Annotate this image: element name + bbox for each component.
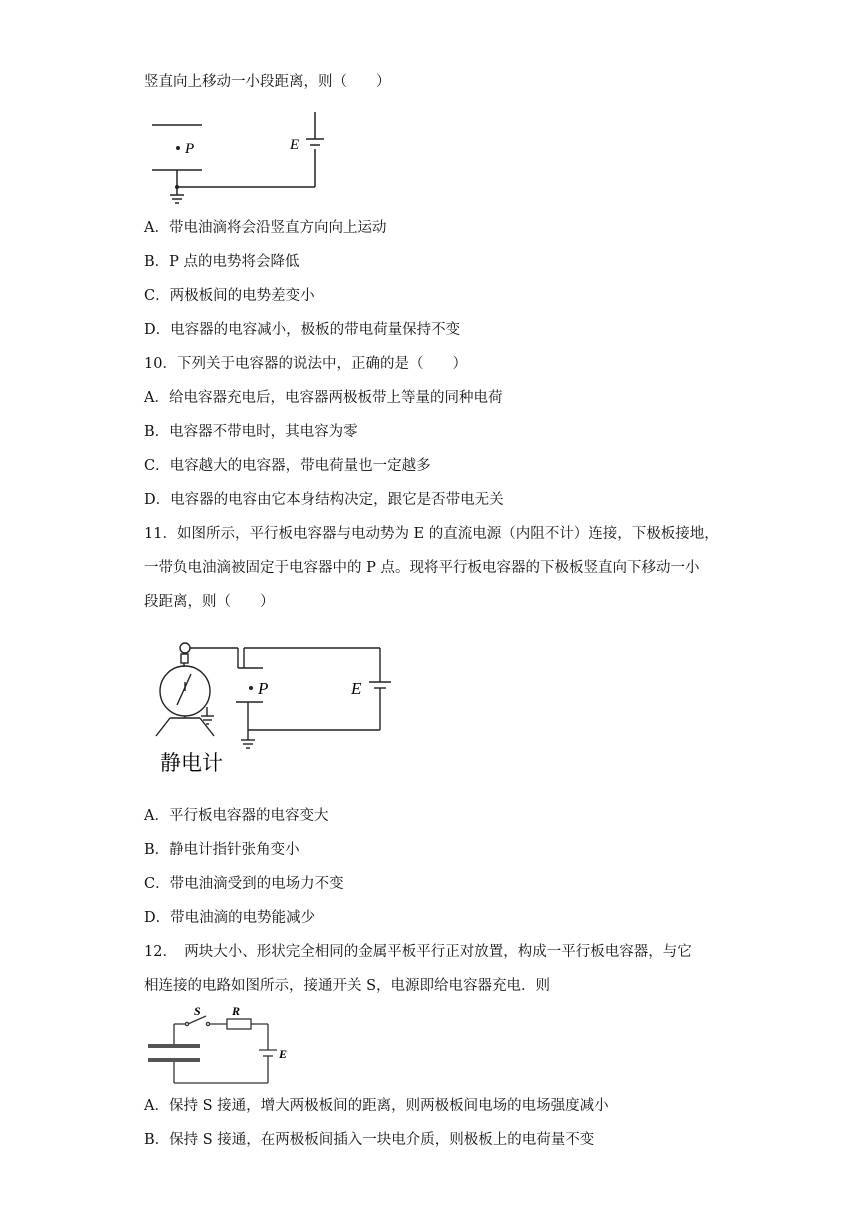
label-p: P (185, 141, 195, 157)
point-p-dot (176, 146, 180, 150)
lower-plate (148, 1058, 200, 1062)
label-s: S (194, 1004, 201, 1018)
q9-option-b: B．P 点的电势将会降低 (144, 254, 300, 270)
q12-option-a: A．保持 S 接通，增大两极板间的距离，则两极板间电场的电场强度减小 (144, 1098, 609, 1114)
electroscope-head (180, 643, 190, 653)
q11-stem-line-1: 11．如图所示，平行板电容器与电动势为 E 的直流电源（内阻不计）连接，下极板接地， (144, 526, 719, 542)
q10-stem: 10．下列关于电容器的说法中，正确的是（ ） (144, 356, 467, 372)
q9-circuit-diagram (144, 112, 334, 212)
q10-option-c: C．电容越大的电容器，带电荷量也一定越多 (144, 458, 431, 474)
q9-option-d: D．电容器的电容减小，极板的带电荷量保持不变 (144, 322, 461, 338)
q11-option-a: A．平行板电容器的电容变大 (144, 808, 329, 824)
label-e: E (351, 679, 362, 698)
q11-circuit-diagram (148, 632, 408, 782)
q12-option-b: B．保持 S 接通，在两极板间插入一块电介质，则极板上的电荷量不变 (144, 1132, 595, 1148)
q11-stem-line-2: 一带负电油滴被固定于电容器中的 P 点。现将平行板电容器的下极板竖直向下移动一小 (144, 560, 700, 576)
q10-option-b: B．电容器不带电时，其电容为零 (144, 424, 358, 440)
label-r: R (232, 1004, 241, 1018)
q11-option-c: C．带电油滴受到的电场力不变 (144, 876, 344, 892)
point-p-dot (249, 686, 253, 690)
q10-option-d: D．电容器的电容由它本身结构决定，跟它是否带电无关 (144, 492, 504, 508)
q11-stem-line-3: 段距离，则（ ） (144, 594, 275, 610)
electroscope-caption: 静电计 (160, 751, 223, 775)
label-e: E (279, 1047, 288, 1061)
q10-option-a: A．给电容器充电后，电容器两极板带上等量的同种电荷 (144, 390, 503, 406)
q12-stem-line-1: 12． 两块大小、形状完全相同的金属平板平行正对放置，构成一平行板电容器，与它 (144, 944, 692, 960)
q12-stem-line-2: 相连接的电路如图所示，接通开关 S，电源即给电容器充电．则 (144, 978, 551, 994)
q11-option-d: D．带电油滴的电势能减少 (144, 910, 316, 926)
q9-stem-tail: 竖直向上移动一小段距离，则（ ） (144, 74, 391, 90)
upper-plate (148, 1044, 200, 1048)
label-p: P (258, 679, 269, 698)
q11-option-b: B．静电计指针张角变小 (144, 842, 300, 858)
q9-option-a: A．带电油滴将会沿竖直方向向上运动 (144, 220, 387, 236)
electroscope-needle (177, 674, 191, 705)
q12-circuit-diagram (144, 1004, 304, 1090)
q9-option-c: C．两极板间的电势差变小 (144, 288, 315, 304)
resistor-r (227, 1019, 251, 1029)
label-e: E (290, 137, 300, 153)
